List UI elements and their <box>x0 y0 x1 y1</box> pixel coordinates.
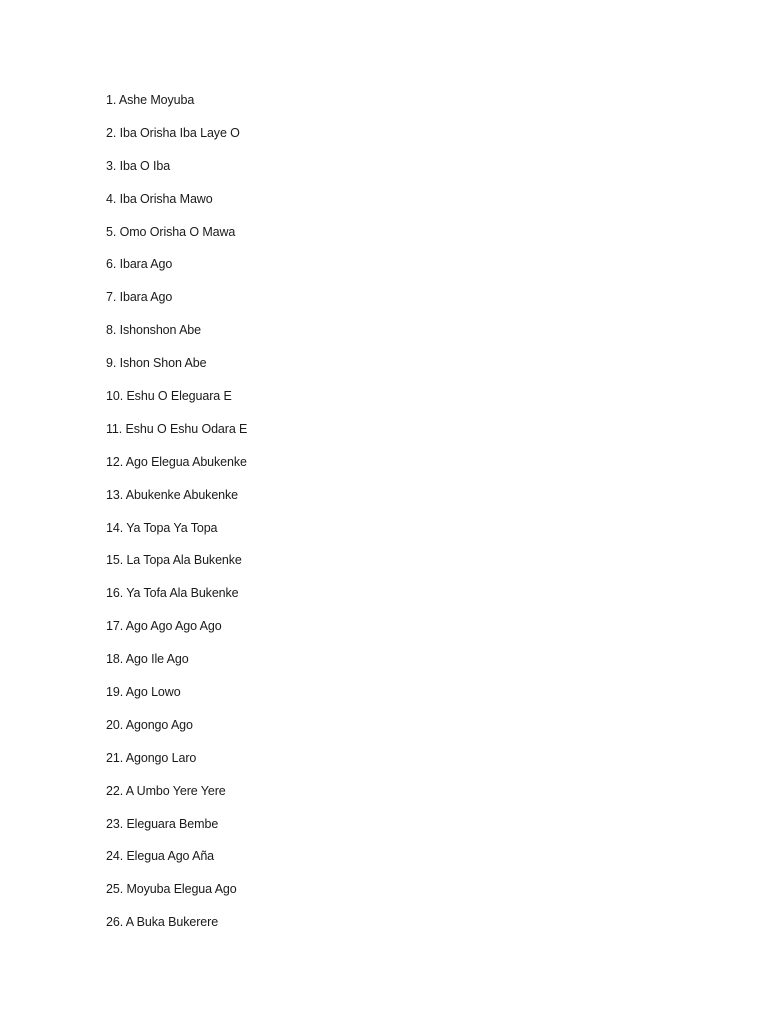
list-item: 24. Elegua Ago Aña <box>106 849 215 864</box>
list-item: 23. Eleguara Bembe <box>106 816 219 831</box>
list-item: 5. Omo Orisha O Mawa <box>106 224 236 239</box>
list-item: 4. Iba Orisha Mawo <box>106 191 213 206</box>
list-item: 8. Ishonshon Abe <box>106 323 202 338</box>
list-item: 6. Ibara Ago <box>106 257 173 272</box>
numbered-list <box>106 90 247 945</box>
list-item: 26. A Buka Bukerere <box>106 915 219 930</box>
list-item: 2. Iba Orisha Iba Laye O <box>106 125 240 140</box>
list-item: 15. La Topa Ala Bukenke <box>106 553 242 568</box>
list-item: 20. Agongo Ago <box>106 717 193 732</box>
list-item: 13. Abukenke Abukenke <box>106 487 239 502</box>
list-item: 12. Ago Elegua Abukenke <box>106 454 247 469</box>
list-item: 10. Eshu O Eleguara E <box>106 389 232 404</box>
list-item: 21. Agongo Laro <box>106 750 197 765</box>
list-item: 1. Ashe Moyuba <box>106 93 195 107</box>
list-item: 11. Eshu O Eshu Odara E <box>106 421 248 436</box>
list-item: 22. A Umbo Yere Yere <box>106 783 226 798</box>
list-item: 25. Moyuba Elegua Ago <box>106 882 237 897</box>
list-item: 3. Iba O Iba <box>106 158 171 173</box>
list-item: 9. Ishon Shon Abe <box>106 356 207 371</box>
list-item: 17. Ago Ago Ago Ago <box>106 619 222 634</box>
list-item: 14. Ya Topa Ya Topa <box>106 520 218 535</box>
list-item: 7. Ibara Ago <box>106 290 173 305</box>
list-item: 19. Ago Lowo <box>106 685 181 700</box>
list-item: 16. Ya Tofa Ala Bukenke <box>106 586 239 601</box>
list-item: 18. Ago Ile Ago <box>106 652 189 667</box>
